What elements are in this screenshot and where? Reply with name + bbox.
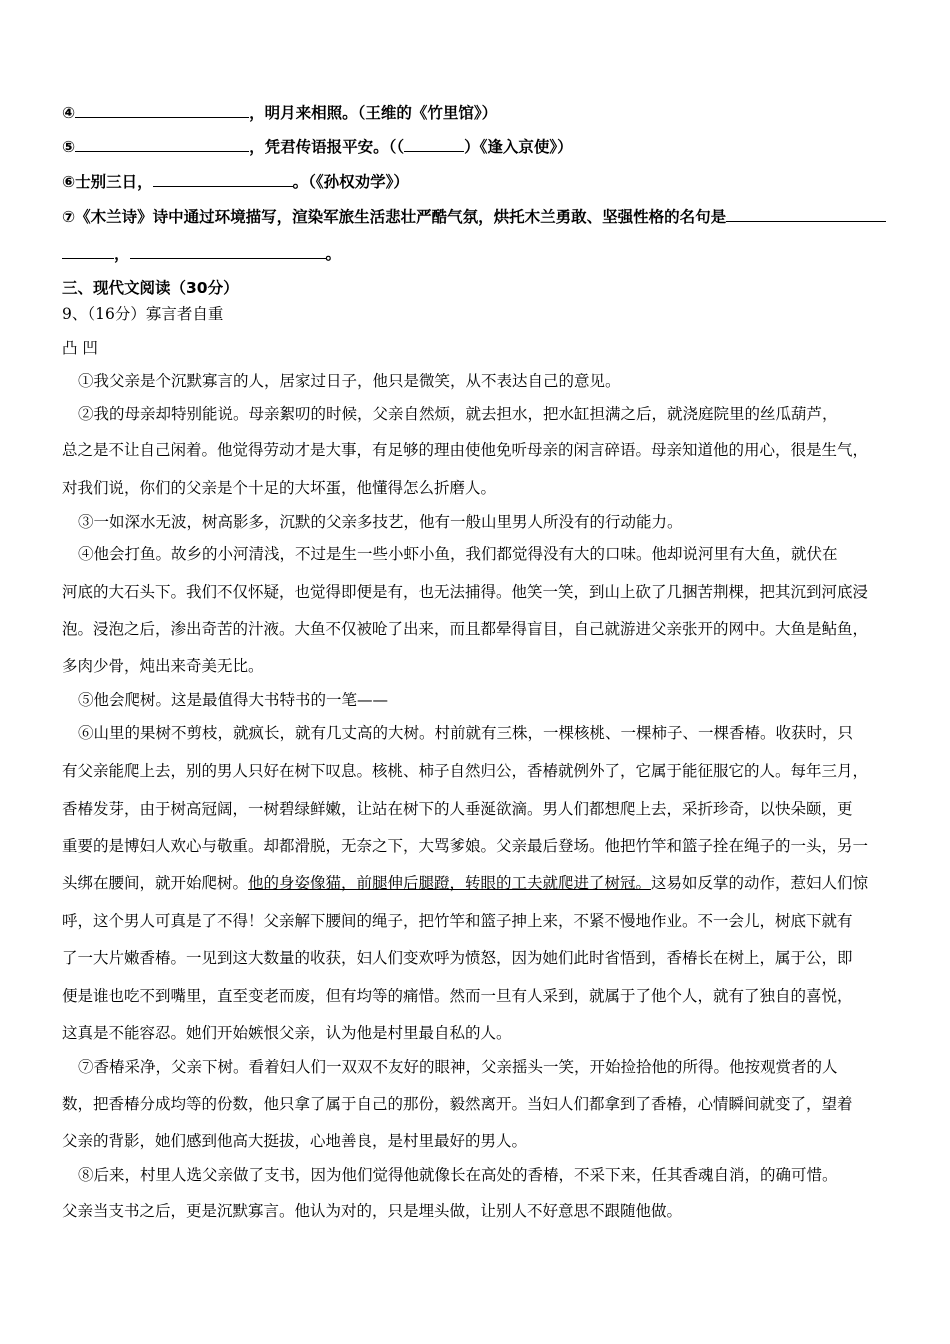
fill-in-q4 bbox=[62, 101, 497, 123]
underlined-sentence: 他的身姿像猫，前腿伸后腿蹬，转眼的工夫就爬进了树冠。 bbox=[248, 874, 652, 892]
passage-line: 这真是不能容忍。她们开始嫉恨父亲，认为他是村里最自私的人。 bbox=[62, 1024, 512, 1042]
section-title: 三、现代文阅读（30分） bbox=[62, 279, 239, 297]
q5-text-a: ，凭君传语报平安。（（ bbox=[249, 138, 405, 156]
passage-line: 父亲当支书之后，更是沉默寡言。他认为对的，只是埋头做，让别人不好意思不跟随他做。 bbox=[62, 1202, 683, 1220]
q5-author-blank[interactable] bbox=[404, 137, 464, 152]
passage-line: 呼，这个男人可真是了不得！父亲解下腰间的绳子，把竹竿和篮子抻上来，不紧不慢地作业。不一会儿，树底下就有 bbox=[62, 912, 853, 930]
q6-blank[interactable] bbox=[153, 172, 293, 187]
q7-marker: ⑦ bbox=[62, 208, 76, 226]
passage-line: ⑦香椿采净，父亲下树。看着妇人们一双双不友好的眼神，父亲摇头一笑，开始捡拾他的所得。他按观赏者的人 bbox=[78, 1058, 838, 1076]
q7-line2-mid: ， bbox=[114, 245, 130, 263]
passage-line: 香椿发芽，由于树高冠阔，一树碧绿鲜嫩，让站在树下的人垂涎欲滴。男人们都想爬上去，采折珍奇，以快朵颐，更 bbox=[62, 800, 853, 818]
q6-marker: ⑥ bbox=[62, 173, 76, 191]
passage-line: 泡。浸泡之后，渗出奇苦的汁液。大鱼不仅被呛了出来，而且都晕得盲目，自己就游进父亲张开的网中。大鱼是鲇鱼， bbox=[62, 620, 869, 638]
q7-blank-2[interactable] bbox=[62, 244, 114, 259]
fill-in-q7-line2 bbox=[62, 242, 341, 264]
passage-line: ③一如深水无波，树高影多，沉默的父亲多技艺，他有一般山里男人所没有的行动能力。 bbox=[78, 513, 683, 531]
passage-line-with-underline bbox=[62, 871, 868, 893]
passage-line: ⑥山里的果树不剪枝，就疯长，就有几丈高的大树。村前就有三株，一棵核桃、一棵柿子、一棵香椿。收获时，只 bbox=[78, 724, 854, 742]
q6-text-a: 士别三日， bbox=[75, 173, 153, 191]
q4-marker: ④ bbox=[62, 104, 76, 122]
q4-blank[interactable] bbox=[75, 103, 249, 118]
passage-line: 总之是不让自己闲着。他觉得劳动才是大事，有足够的理由使他免听母亲的闲言碎语。母亲知道他的用心，很是生气， bbox=[62, 441, 869, 459]
question-title: 9、（16分）寡言者自重 bbox=[62, 305, 224, 323]
passage-line: ④他会打鱼。故乡的小河清浅，不过是生一些小虾小鱼，我们都觉得没有大的口味。他却说河里有大鱼，就伏在 bbox=[78, 545, 838, 563]
q5-text-b: ）《逢入京使》） bbox=[464, 138, 573, 156]
passage-line: ①我父亲是个沉默寡言的人，居家过日子，他只是微笑，从不表达自己的意见。 bbox=[78, 372, 621, 390]
passage-line: 重要的是博妇人欢心与敬重。却都滑脱，无奈之下，大骂爹娘。父亲最后登场。他把竹竿和篮子拴在绳子的一头，另一 bbox=[62, 837, 869, 855]
passage-line: 对我们说，你们的父亲是个十足的大坏蛋，他懂得怎么折磨人。 bbox=[62, 479, 497, 497]
passage-text: 这易如反掌的动作，惹妇人们惊 bbox=[651, 874, 869, 892]
fill-in-q6 bbox=[62, 170, 409, 192]
q5-marker: ⑤ bbox=[62, 138, 76, 156]
passage-line: ⑧后来，村里人选父亲做了支书，因为他们觉得他就像长在高处的香椿，不采下来，任其香魂自消，的确可惜。 bbox=[78, 1166, 838, 1184]
passage-line: 多肉少骨，炖出来奇美无比。 bbox=[62, 657, 264, 675]
passage-line: ⑤他会爬树。这是最值得大书特书的一笔—— bbox=[78, 691, 389, 709]
fill-in-q5 bbox=[62, 135, 573, 157]
q7-line2-end: 。 bbox=[325, 245, 342, 263]
q5-blank[interactable] bbox=[75, 137, 249, 152]
passage-line: 父亲的背影，她们感到他高大挺拔，心地善良，是村里最好的男人。 bbox=[62, 1132, 528, 1150]
passage-text: 头绑在腰间，就开始爬树。 bbox=[62, 874, 249, 892]
q7-blank-3[interactable] bbox=[130, 244, 326, 259]
passage-line: ②我的母亲却特别能说。母亲絮叨的时候，父亲自然烦，就去担水，把水缸担满之后，就浇庭院里的丝瓜葫芦， bbox=[78, 405, 838, 423]
passage-line: 了一大片嫩香椿。一见到这大数量的收获，妇人们变欢呼为愤怒，因为她们此时省悟到，香椿长在树上，属于公，即 bbox=[62, 949, 853, 967]
q6-text-b: 。（《孙权劝学》） bbox=[292, 173, 409, 191]
passage-line: 河底的大石头下。我们不仅怀疑，也觉得即便是有，也无法捕得。他笑一笑，到山上砍了几捆苦荆棵，把其沉到河底浸 bbox=[62, 583, 869, 601]
q4-text: ，明月来相照。（王维的《竹里馆》） bbox=[249, 104, 498, 122]
author-name: 凸 凹 bbox=[62, 339, 98, 357]
passage-line: 便是谁也吃不到嘴里，直至变老而废，但有均等的痛惜。然而一旦有人采到，就属于了他个人，就有了独自的喜悦， bbox=[62, 987, 853, 1005]
q7-blank-1[interactable] bbox=[726, 207, 886, 222]
passage-line: 有父亲能爬上去，别的男人只好在树下叹息。核桃、柿子自然归公，香椿就例外了，它属于能征服它的人。每年三月， bbox=[62, 762, 869, 780]
fill-in-q7 bbox=[62, 205, 886, 227]
passage-line: 数，把香椿分成均等的份数，他只拿了属于自己的那份，毅然离开。当妇人们都拿到了香椿，心情瞬间就变了，望着 bbox=[62, 1095, 853, 1113]
q7-text: 《木兰诗》诗中通过环境描写，渲染军旅生活悲壮严酷气氛，烘托木兰勇敢、坚强性格的名句是 bbox=[75, 208, 727, 226]
